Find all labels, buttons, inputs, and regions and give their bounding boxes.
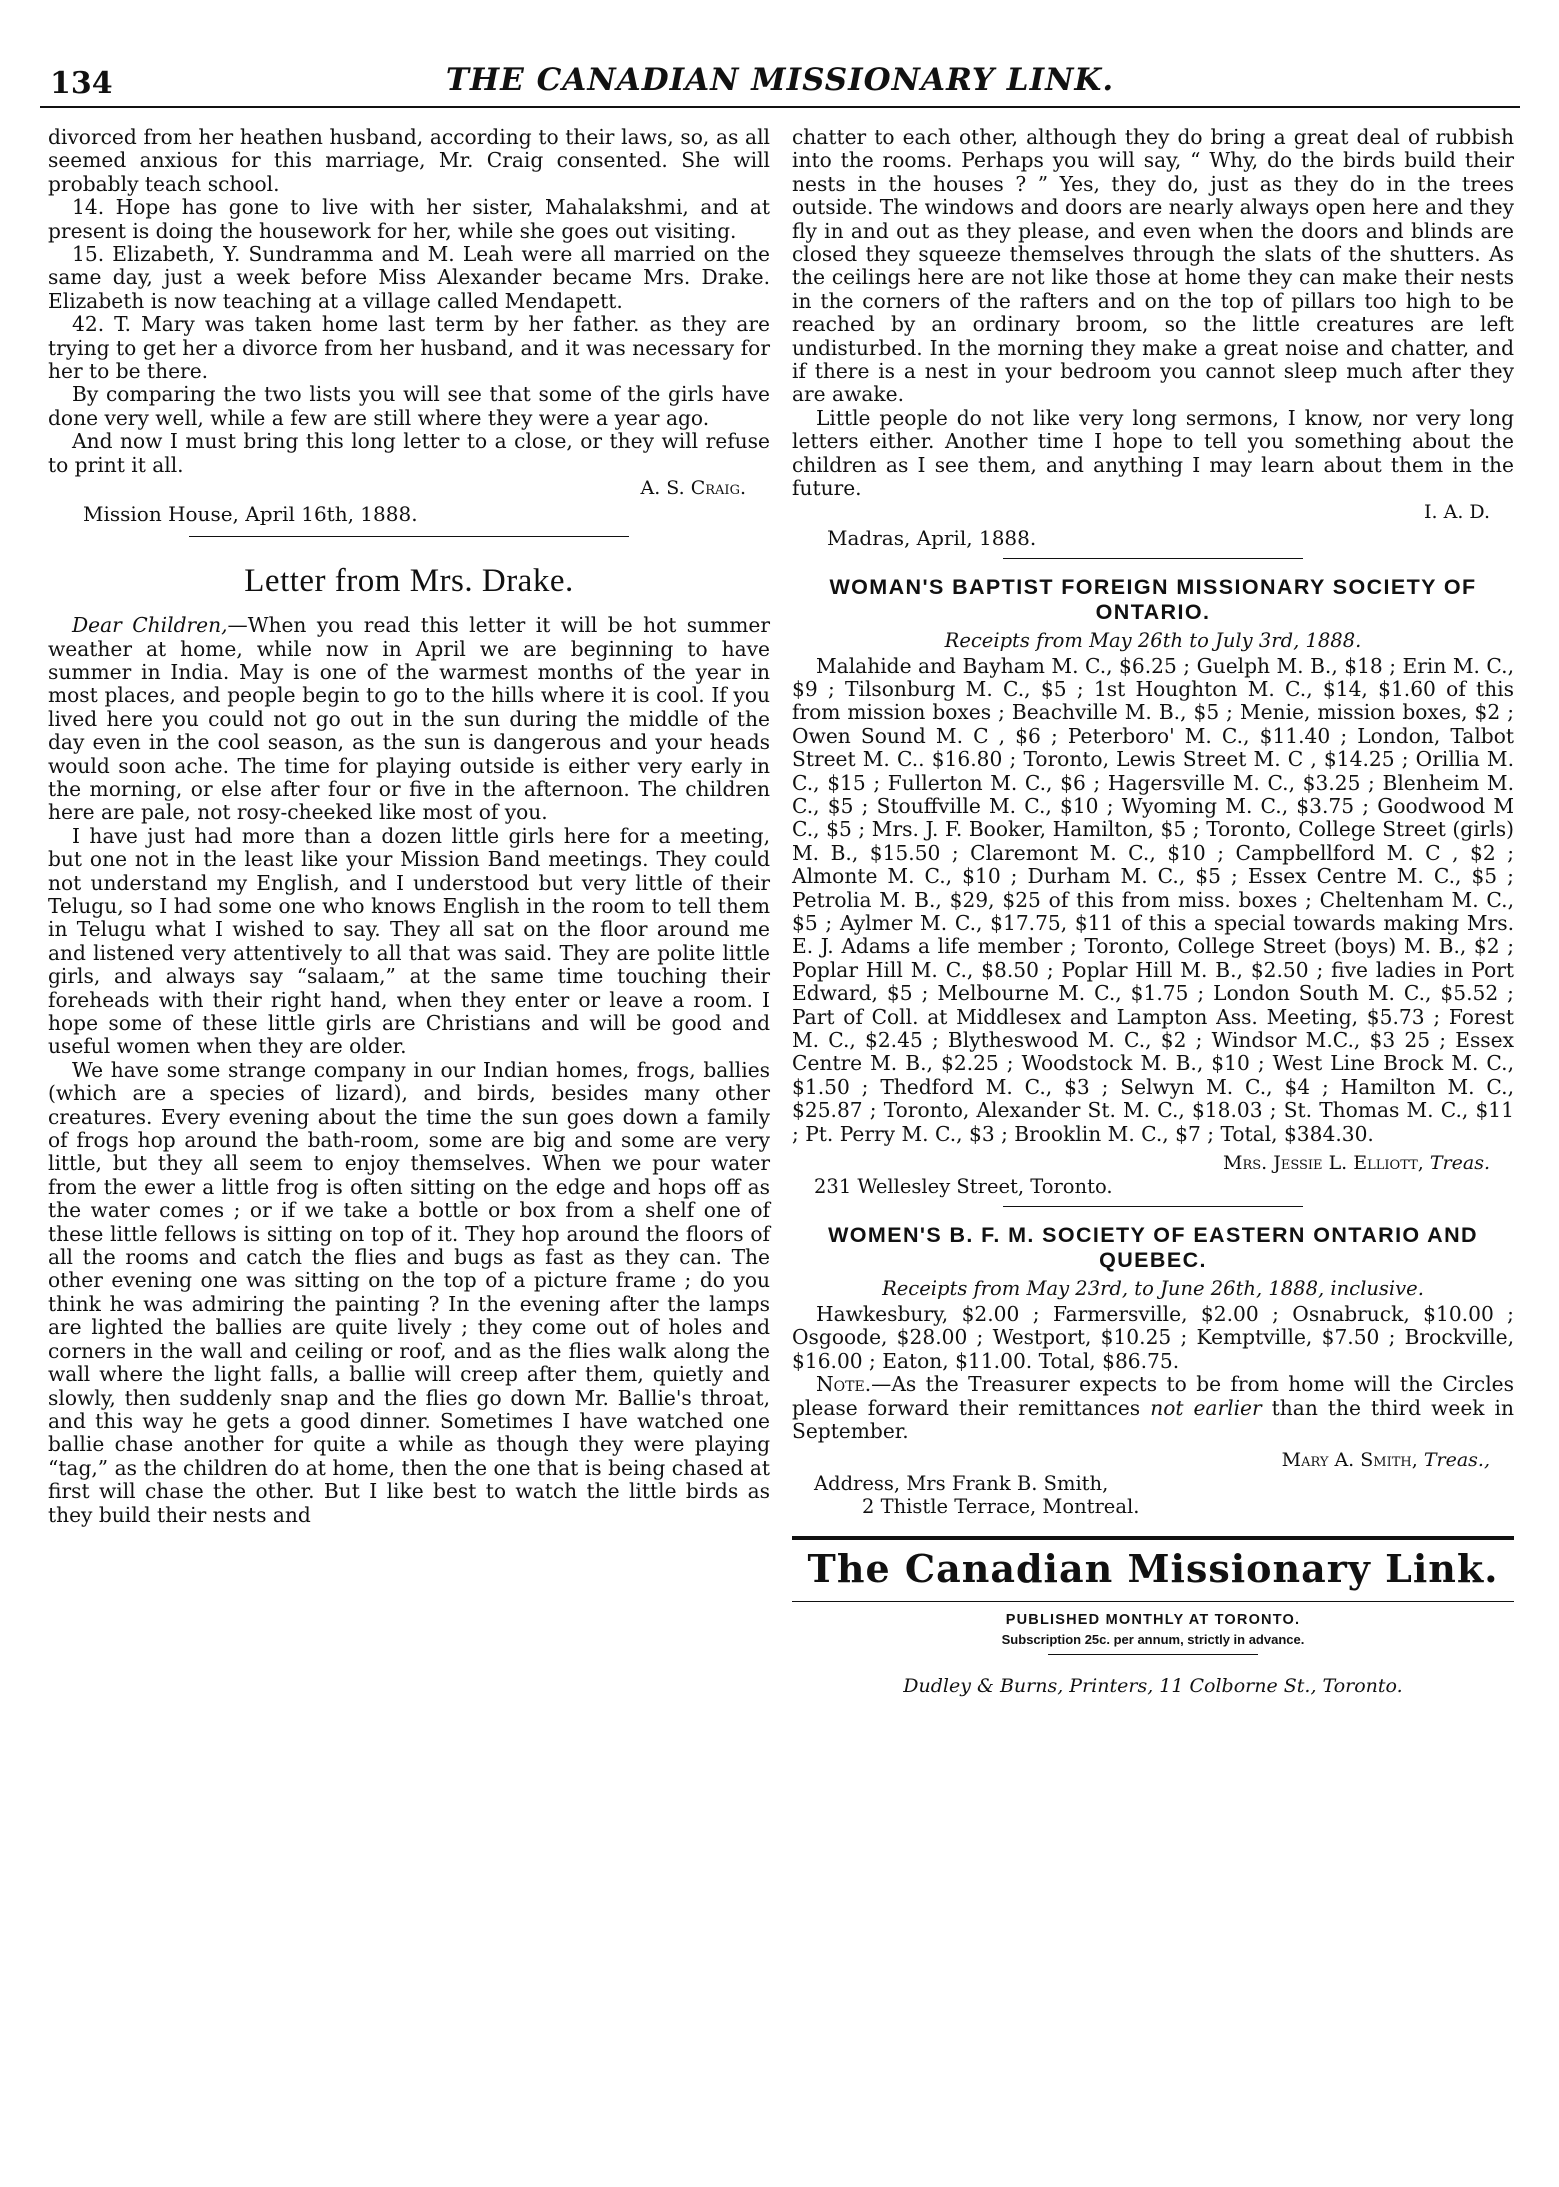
receipts-list: Malahide and Bayham M. C., $6.25 ; Guelph M. B., $18 ; Erin M. C., $9 ; Tilsonburg M. C., $5 ; 1st Houghton M. C., $14, $1.60 of this from mission boxes ; Beachville M. B., $5 ; Menie, mission boxes, $2 ; Owen Sound M. C , $6 ; Peterboro' M. C., $11.40 ; London, Talbot Street M. C.. $16.80 ; Toronto, Lewis Street M. C , $14.25 ; Orillia M. C., $15 ; Fullerton M. C., $6 ; Hagersville M. C., $3.25 ; Blenheim M. C., $5 ; Stouffville M. C., $10 ; Wyoming M. C., $3.75 ; Goodwood M C., $5 ; Mrs. J. F. Booker, Hamilton, $5 ; Toronto, College Street (girls) M. B., $15.50 ; Claremont M. C., $10 ; Campbellford M. C , $2 ; Almonte M. C., $10 ; Durham M. C., $5 ; Essex Centre M. C., $5 ; Petrolia M. B., $29, $25 of this from miss. boxes ; Cheltenham M. C., $5 ; Aylmer M. C., $17.75, $11 of this a special towards making Mrs. E. J. Adams a life member ; Toronto, College Street (boys) M. B., $2 ; Poplar Hill M. C., $8.50 ; Poplar Hill M. B., $2.50 ; five ladies in Port Edward, $5 ; Melbourne M. C., $1.75 ; London South M. C., $5.52 ; Part of Coll. at Middlesex and Lampton Ass. Meeting, $5.73 ; Forest M. C., $2.45 ; Blytheswood M. C., $2 ; Windsor M.C., $3 25 ; Essex Centre M. B., $2.25 ; Woodstock M. B., $10 ; West Line Brock M. C., $1.50 ; Thedford M. C., $3 ; Selwyn M. C., $4 ; Hamilton M. C., $25.87 ; Toronto, Alexander St. M. C., $18.03 ; St. Thomas M. C., $11 ; Pt. Perry M. C., $3 ; Brooklin M. C., $7 ; Total, $384.30. xyxy=(792,653,1514,1146)
note-label: Note. xyxy=(816,1372,872,1397)
note-text: —As the Treasurer expects to be from home will the Circles please forward their remittances xyxy=(792,1372,1514,1420)
signature: A. S. Craig. xyxy=(640,477,746,500)
subscription-info: Subscription 25c. per annum, strictly in advance. xyxy=(1001,1632,1305,1648)
masthead-rule xyxy=(792,1536,1514,1540)
intro-paragraph: divorced from her heathen husband, according to their laws, so, as all seemed anxious for this marriage, Mr. Craig consented. She will probably teach school. xyxy=(48,125,770,196)
letter-title: Letter from Mrs. Drake. xyxy=(244,563,574,600)
treasurer-address: 231 Wellesley Street, Toronto. xyxy=(814,1175,1113,1199)
printers-line: Dudley & Burns, Printers, 11 Colborne St., Toronto. xyxy=(903,1675,1403,1698)
letter-paragraph: We have some strange company in our Indian homes, frogs, ballies (which are a species of lizard), and birds, besides many other creatures. Every evening about the time the sun goes down a family of frogs hop around the bath-room, some are big and some are very little, but they all seem to enjoy themselves. When we pour water from the ewer a little frog is often sitting on the edge and hops off as the water comes ; or if we take a bottle or box from a shelf one of these little fellows is sitting on top of it. They hop around the floors of all the rooms and catch the flies and bugs as fast as they can. The other evening one was sitting on the top of a picture frame ; do you think he was admiring the painting ? In the evening after the lamps are lighted the ballies are quite lively ; they come out of holes and corners in the wall and ceiling or roof, and as the flies walk along the wall where the light falls, a ballie will creep after them, quietly and slowly, then suddenly snap and the flies go down Mr. Ballie's throat, and this way he gets a good dinner. Sometimes I have watched one ballie chase another for quite a while as though they were playing “tag,” as the children do at home, then the one that is being chased at first will chase the other. But I like best to watch the little birds as they build their nests and xyxy=(48,1057,770,1527)
list-item: 15. Elizabeth, Y. Sundramma and M. Leah were all married on the same day, just a week before Miss Alexander became Mrs. Drake. Elizabeth is now teaching at a village called Mendapett. xyxy=(48,242,770,313)
publication-info: PUBLISHED MONTHLY AT TORONTO. xyxy=(1005,1612,1301,1629)
right-column xyxy=(792,126,1514,1697)
receipts-list: Hawkesbury, $2.00 ; Farmersville, $2.00 ; Osnabruck, $10.00 ; Osgoode, $28.00 ; Westport, $10.25 ; Kemptville, $7.50 ; Brockville, $16.00 ; Eaton, $11.00. Total, $86.75. xyxy=(792,1302,1514,1373)
paragraph-text: —When you read this letter it will be hot summer weather at home, while now in April we are beginning to have summer in India. May is one of the warmest months of the year in most places, and people begin to go to the hills where it is cool. If you lived here you could not go out in the sun during the middle of the day even in the cool season, as the sun is dangerous and your heads would soon ache. The time for playing outside is either very early in the morning, or else after four or five in the afternoon. The children here are pale, not rosy-cheeked like most of you. xyxy=(48,613,770,825)
letter-paragraph: chatter to each other, although they do bring a great deal of rubbish into the rooms. Perhaps you will say, “ Why, do the birds build their nests in the houses ? ” Yes, they do, just as they do in the trees outside. The windows and doors are nearly always open here and they fly in and out as they please, and even when the doors and blinds are closed they squeeze themselves through the slats of the shutters. As the ceilings here are not like those at home they can make their nests in the corners of the rafters and on the top of pillars too high to be reached by an ordinary broom, so the little creatures are left undisturbed. In the morning they make a great noise and chatter, and if there is a nest in your bedroom you cannot sleep much after they are awake. xyxy=(792,125,1514,407)
page-number: 134 xyxy=(50,66,113,101)
note-emphasis: not earlier xyxy=(1150,1395,1262,1420)
section-divider xyxy=(1003,558,1303,559)
letter-paragraph xyxy=(48,614,770,825)
society-title: WOMAN'S BAPTIST FOREIGN MISSIONARY SOCIETY OF ONTARIO. xyxy=(829,574,1477,624)
treasurer-title: Treas., xyxy=(1423,1449,1490,1472)
treasurer-line xyxy=(792,1449,1514,1472)
note-tail: than the third week in September. xyxy=(792,1395,1515,1444)
left-column xyxy=(48,126,770,1527)
list-item: 42. T. Mary was taken home last term by her father. as they are trying to get her a divorce from her husband, and it was necessary for her to be there. xyxy=(48,312,770,384)
treasurer-name: Mrs. Jessie L. Elliott, xyxy=(1222,1152,1424,1175)
list-item: By comparing the two lists you will see that some of the girls have done very well, while a few are still where they were a year ago. xyxy=(48,382,770,430)
treasurer-name: Mary A. Smith, xyxy=(1281,1449,1418,1472)
treasurer-line xyxy=(792,1152,1514,1175)
masthead-rule xyxy=(792,1601,1514,1602)
dateline: Mission House, April 16th, 1888. xyxy=(83,502,418,527)
receipts-period: Receipts from May 23rd, to June 26th, 1888, inclusive. xyxy=(882,1277,1424,1301)
dateline: Madras, April, 1888. xyxy=(827,525,1037,550)
section-divider xyxy=(189,536,629,537)
list-item: 14. Hope has gone to live with her sister, Mahalakshmi, and at present is doing the housework for her, while she goes out visiting. xyxy=(48,195,770,243)
page-header xyxy=(40,62,1520,108)
society-title: WOMEN'S B. F. M. SOCIETY OF EASTERN ONTARIO AND QUEBEC. xyxy=(828,1223,1478,1273)
treasurer-title: Treas. xyxy=(1429,1152,1490,1175)
receipts-period: Receipts from May 26th to July 3rd, 1888. xyxy=(944,628,1362,652)
masthead-rule xyxy=(1048,1654,1258,1655)
list-item: And now I must bring this long letter to a close, or they will refuse to print it all. xyxy=(48,429,770,477)
letter-paragraph: Little people do not like very long sermons, I know, nor very long letters either. Another time I hope to tell you something about the children as I see them, and anything I may learn about them in the future. xyxy=(792,405,1514,501)
treasurer-address: Address, Mrs Frank B. Smith, xyxy=(814,1472,1109,1496)
section-divider xyxy=(1003,1206,1303,1207)
signature: I. A. D. xyxy=(1424,500,1490,523)
note-paragraph xyxy=(792,1373,1514,1443)
letter-paragraph: I have just had more than a dozen little girls here for a meeting, but one not in the least like your Mission Band meetings. They could not understand my English, and I understood but very little of their Telugu, so I had some one who knows English in the room to tell them in Telugu what I wished to say. They all sat on the floor around me and listened very attentively to all that was said. They are polite little girls, and always say “salaam,” at the same time touching their foreheads with their right hand, when they enter or leave a room. I hope some of these little girls are Christians and will be good and useful women when they are older. xyxy=(48,823,770,1059)
salutation: Dear Children, xyxy=(72,613,228,638)
running-title: THE CANADIAN MISSIONARY LINK. xyxy=(445,62,1115,98)
masthead-title: The Canadian Missionary Link. xyxy=(807,1546,1499,1592)
treasurer-address: 2 Thistle Terrace, Montreal. xyxy=(862,1495,1140,1519)
